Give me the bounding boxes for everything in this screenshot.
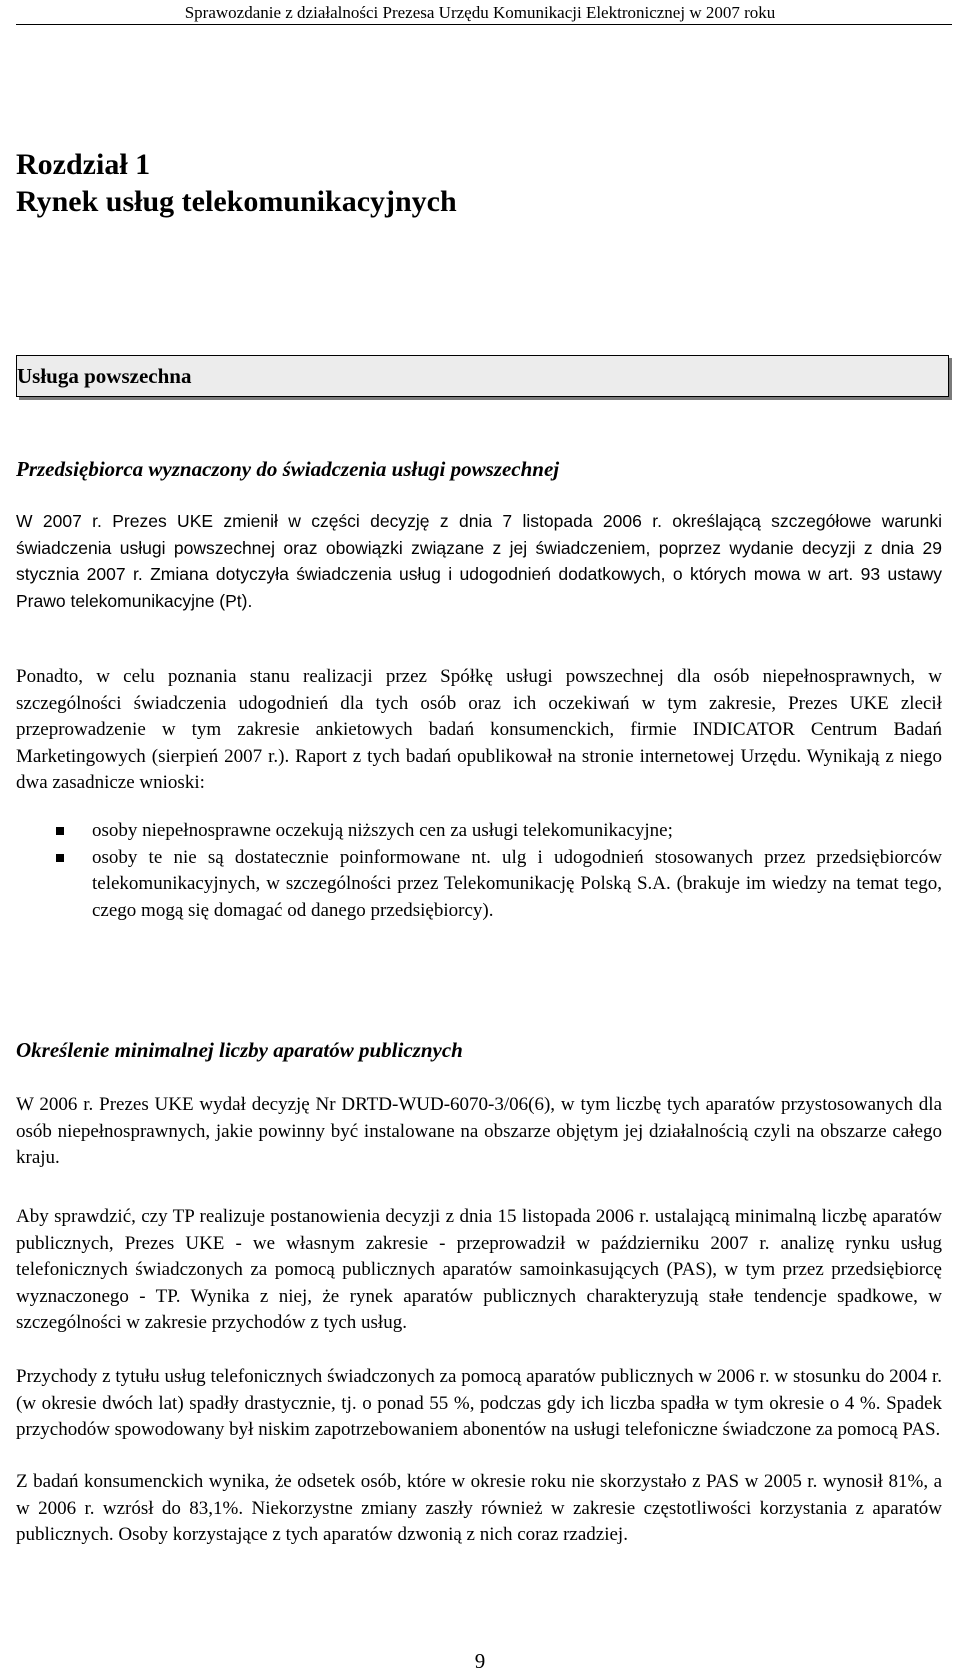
list-item-text: osoby te nie są dostatecznie poinformowane nt. ulg i udogodnień stosowanych przez przedsiębiorców telekomunikacyjnych, w szczególności przez Telekomunikację Polską S.A. (brakuje im wiedzy na temat tego, czego mogą się domagać od danego przedsiębiorcy). (92, 846, 942, 921)
paragraph-consumer-survey: Ponadto, w celu poznania stanu realizacji przez Spółkę usługi powszechnej dla osób niepełnosprawnych, w szczególności świadczenia udogodnień dla tych osób oraz ich oczekiwań w tym zakresie, Prezes UKE zlecił przeprowadzenie w tym zakresie ankietowych badań konsumenckich, firmie INDICATOR Centrum Badań Marketingowych (sierpień 2007 r.). Raport z tych badań opublikował na stronie internetowej Urzędu. Wynikają z niego dwa zasadnicze wnioski: (16, 666, 942, 793)
header-divider (16, 24, 952, 25)
list-item-text: osoby niepełnosprawne oczekują niższych cen za usługi telekomunikacyjne; (92, 820, 673, 841)
section-title: Usługa powszechna (17, 364, 192, 388)
section-title-box (16, 355, 949, 397)
bullet-square-icon (56, 854, 64, 862)
paragraph-pas-market-analysis: Aby sprawdzić, czy TP realizuje postanowienia decyzji z dnia 15 listopada 2006 r. ustalającą minimalną liczbę aparatów publicznych, Prezes UKE - we własnym zakresie - przeprowadził w październiku 2007 r. analizę rynku usług telefonicznych świadczonych za pomocą publicznych aparatów samoinkasujących (PAS), w tym przez przedsiębiorcę wyznaczonego - TP. Wynika z niej, że rynek aparatów publicznych charakteryzują stałe tendencje spadkowe, w szczególności w zakresie przychodów z tych usług. (16, 1206, 942, 1333)
list-item (16, 845, 942, 925)
paragraph-public-phones-decision: W 2006 r. Prezes UKE wydał decyzję Nr DRTD-WUD-6070-3/06(6), w tym liczbę tych aparatów przystosowanych dla osób niepełnosprawnych, jakie powinny być instalowane na obszarze objętym jej działalnością czyli na obszarze całego kraju. (16, 1094, 942, 1168)
page-number: 9 (474, 1649, 486, 1673)
running-header-title: Sprawozdanie z działalności Prezesa Urzędu Komunikacji Elektronicznej w 2007 roku (184, 3, 776, 22)
chapter-title: Rynek usług telekomunikacyjnych (16, 185, 457, 218)
chapter-number: Rozdział 1 (16, 148, 151, 181)
bullet-square-icon (56, 827, 64, 835)
subsection-heading-universal-service-provider: Przedsiębiorca wyznaczony do świadczenia usługi powszechnej (16, 457, 560, 481)
survey-conclusions-list (16, 818, 942, 924)
subsection-heading-public-phones: Określenie minimalnej liczby aparatów publicznych (16, 1038, 463, 1062)
list-item (16, 818, 942, 845)
paragraph-decision-change: W 2007 r. Prezes UKE zmienił w części decyzję z dnia 7 listopada 2006 r. określającą szczegółowe warunki świadczenia usługi powszechnej oraz obowiązki związane z jej świadczeniem, poprzez wydanie decyzji z dnia 29 stycznia 2007 r. Zmiana dotyczyła świadczenia usług i udogodnień dodatkowych, o których mowa w art. 93 ustawy Prawo telekomunikacyjne (Pt). (16, 511, 942, 611)
paragraph-consumer-research: Z badań konsumenckich wynika, że odsetek osób, które w okresie roku nie skorzystało z PAS w 2005 r. wynosił 81%, a w 2006 r. wzrósł do 83,1%. Niekorzystne zmiany zaszły również w zakresie częstotliwości korzystania z aparatów publicznych. Osoby korzystające z tych aparatów dzwonią z nich coraz rzadziej. (16, 1471, 942, 1545)
paragraph-revenue-decline: Przychody z tytułu usług telefonicznych świadczonych za pomocą aparatów publicznych w 2006 r. w stosunku do 2004 r. (w okresie dwóch lat) spadły drastycznie, tj. o ponad 55 %, podczas gdy ich liczba spadła w tym okresie o 4 %. Spadek przychodów spowodowany był niskim zapotrzebowaniem abonentów na usługi telefoniczne świadczone za pomocą PAS. (16, 1366, 942, 1440)
